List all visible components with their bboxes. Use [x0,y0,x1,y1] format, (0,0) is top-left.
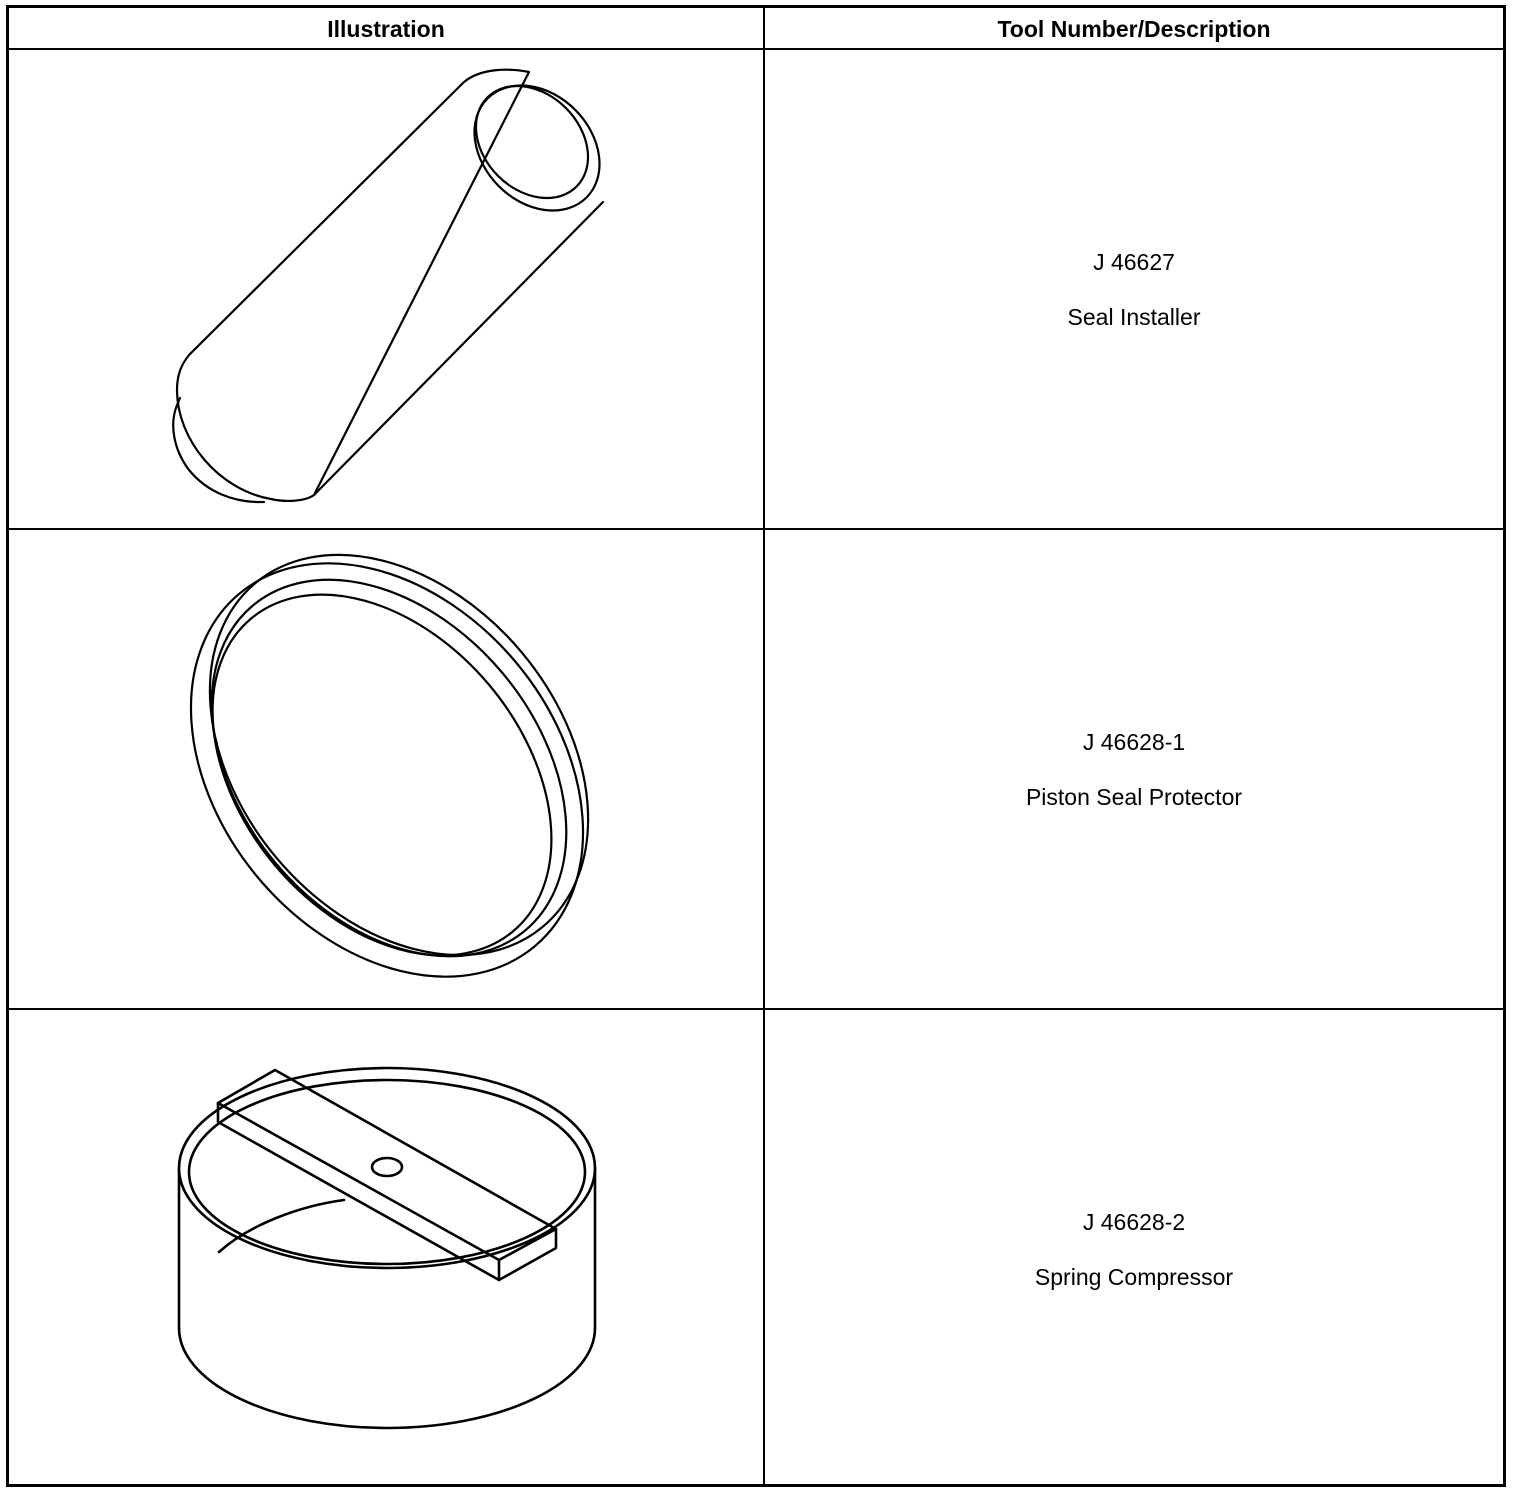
description-cell [765,50,1503,528]
tool-description: Seal Installer [1067,304,1201,330]
tool-table [6,5,1506,1487]
illustration-column-header: Illustration [327,16,445,42]
tool-number: J 46628-2 [1082,1209,1186,1235]
table-header-row [9,8,1503,50]
tool-description: Piston Seal Protector [1025,784,1243,810]
piston-seal-protector-icon [9,530,763,1008]
description-cell [765,1010,1503,1484]
description-column-header: Tool Number/Description [997,16,1271,42]
seal-installer-icon [9,50,763,528]
tool-number: J 46627 [1093,249,1175,275]
illustration-cell [9,530,763,1008]
description-cell [765,530,1503,1008]
illustration-cell [9,1010,763,1484]
tool-number: J 46628-1 [1082,729,1186,755]
table-row [9,50,1503,530]
illustration-cell [9,50,763,528]
table-row [9,1010,1503,1484]
spring-compressor-icon [9,1010,763,1482]
table-row [9,530,1503,1010]
tool-description: Spring Compressor [1034,1264,1234,1290]
